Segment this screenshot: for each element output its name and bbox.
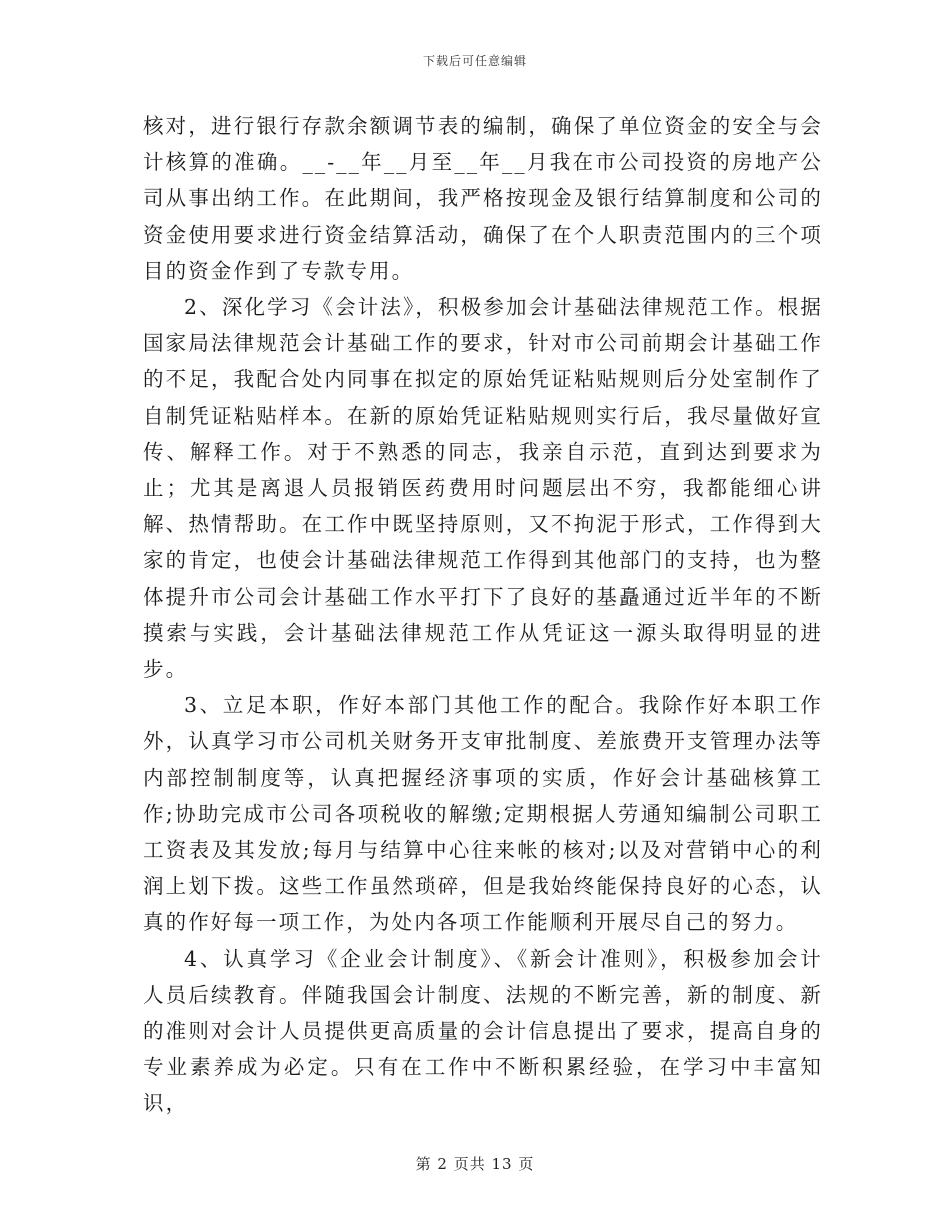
paragraph-item-4: 4、认真学习《企业会计制度》、《新会计准则》，积极参加会计人员后续教育。伴随我国会计制度、法规的不断完善，新的制度、新的准则对会计人员提供更高质量的会计信息提出了要求，提高自身的专业素养成为必定。只有在工作中不断积累经验，在学习中丰富知识， bbox=[143, 946, 823, 1116]
page-header: 下载后可任意编辑 bbox=[422, 54, 527, 68]
paragraph-continuation: 核对，进行银行存款余额调节表的编制，确保了单位资金的安全与会计核算的准确。__-__年__月至__年__月我在市公司投资的房地产公司从事出纳工作。在此期间，我严格按现金及银行结算制度和公司的资金使用要求进行资金结算活动，确保了在个人职责范围内的三个项目的资金作到了专款专用。 bbox=[143, 114, 823, 283]
document-body bbox=[143, 108, 823, 1122]
paragraph-item-2: 2、深化学习《会计法》，积极参加会计基础法律规范工作。根据国家局法律规范会计基础工作的要求，针对市公司前期会计基础工作的不足，我配合处内同事在拟定的原始凭证粘贴规则后分处室制作了自制凭证粘贴样本。在新的原始凭证粘贴规则实行后，我尽量做好宣传、解释工作。对于不熟悉的同志，我亲自示范，直到达到要求为止；尤其是离退人员报销医药费用时问题层出不穷，我都能细心讲解、热情帮助。在工作中既坚持原则，又不拘泥于形式，工作得到大家的肯定，也使会计基础法律规范工作得到其他部门的支持，也为整体提升市公司会计基础工作水平打下了良好的基矗通过近半年的不断摸索与实践，会计基础法律规范工作从凭证这一源头取得明显的进步。 bbox=[143, 295, 823, 682]
paragraph-item-3: 3、立足本职，作好本部门其他工作的配合。我除作好本职工作外，认真学习市公司机关财务开支审批制度、差旅费开支管理办法等内部控制制度等，认真把握经济事项的实质，作好会计基础核算工作;协助完成市公司各项税收的解缴;定期根据人劳通知编制公司职工工资表及其发放;每月与结算中心往来帐的核对;以及对营销中心的利润上划下拨。这些工作虽然琐碎，但是我始终能保持良好的心态，认真的作好每一项工作，为处内各项工作能顺利开展尽自己的努力。 bbox=[143, 693, 823, 935]
page-number-footer: 第 2 页共 13 页 bbox=[415, 1155, 535, 1173]
